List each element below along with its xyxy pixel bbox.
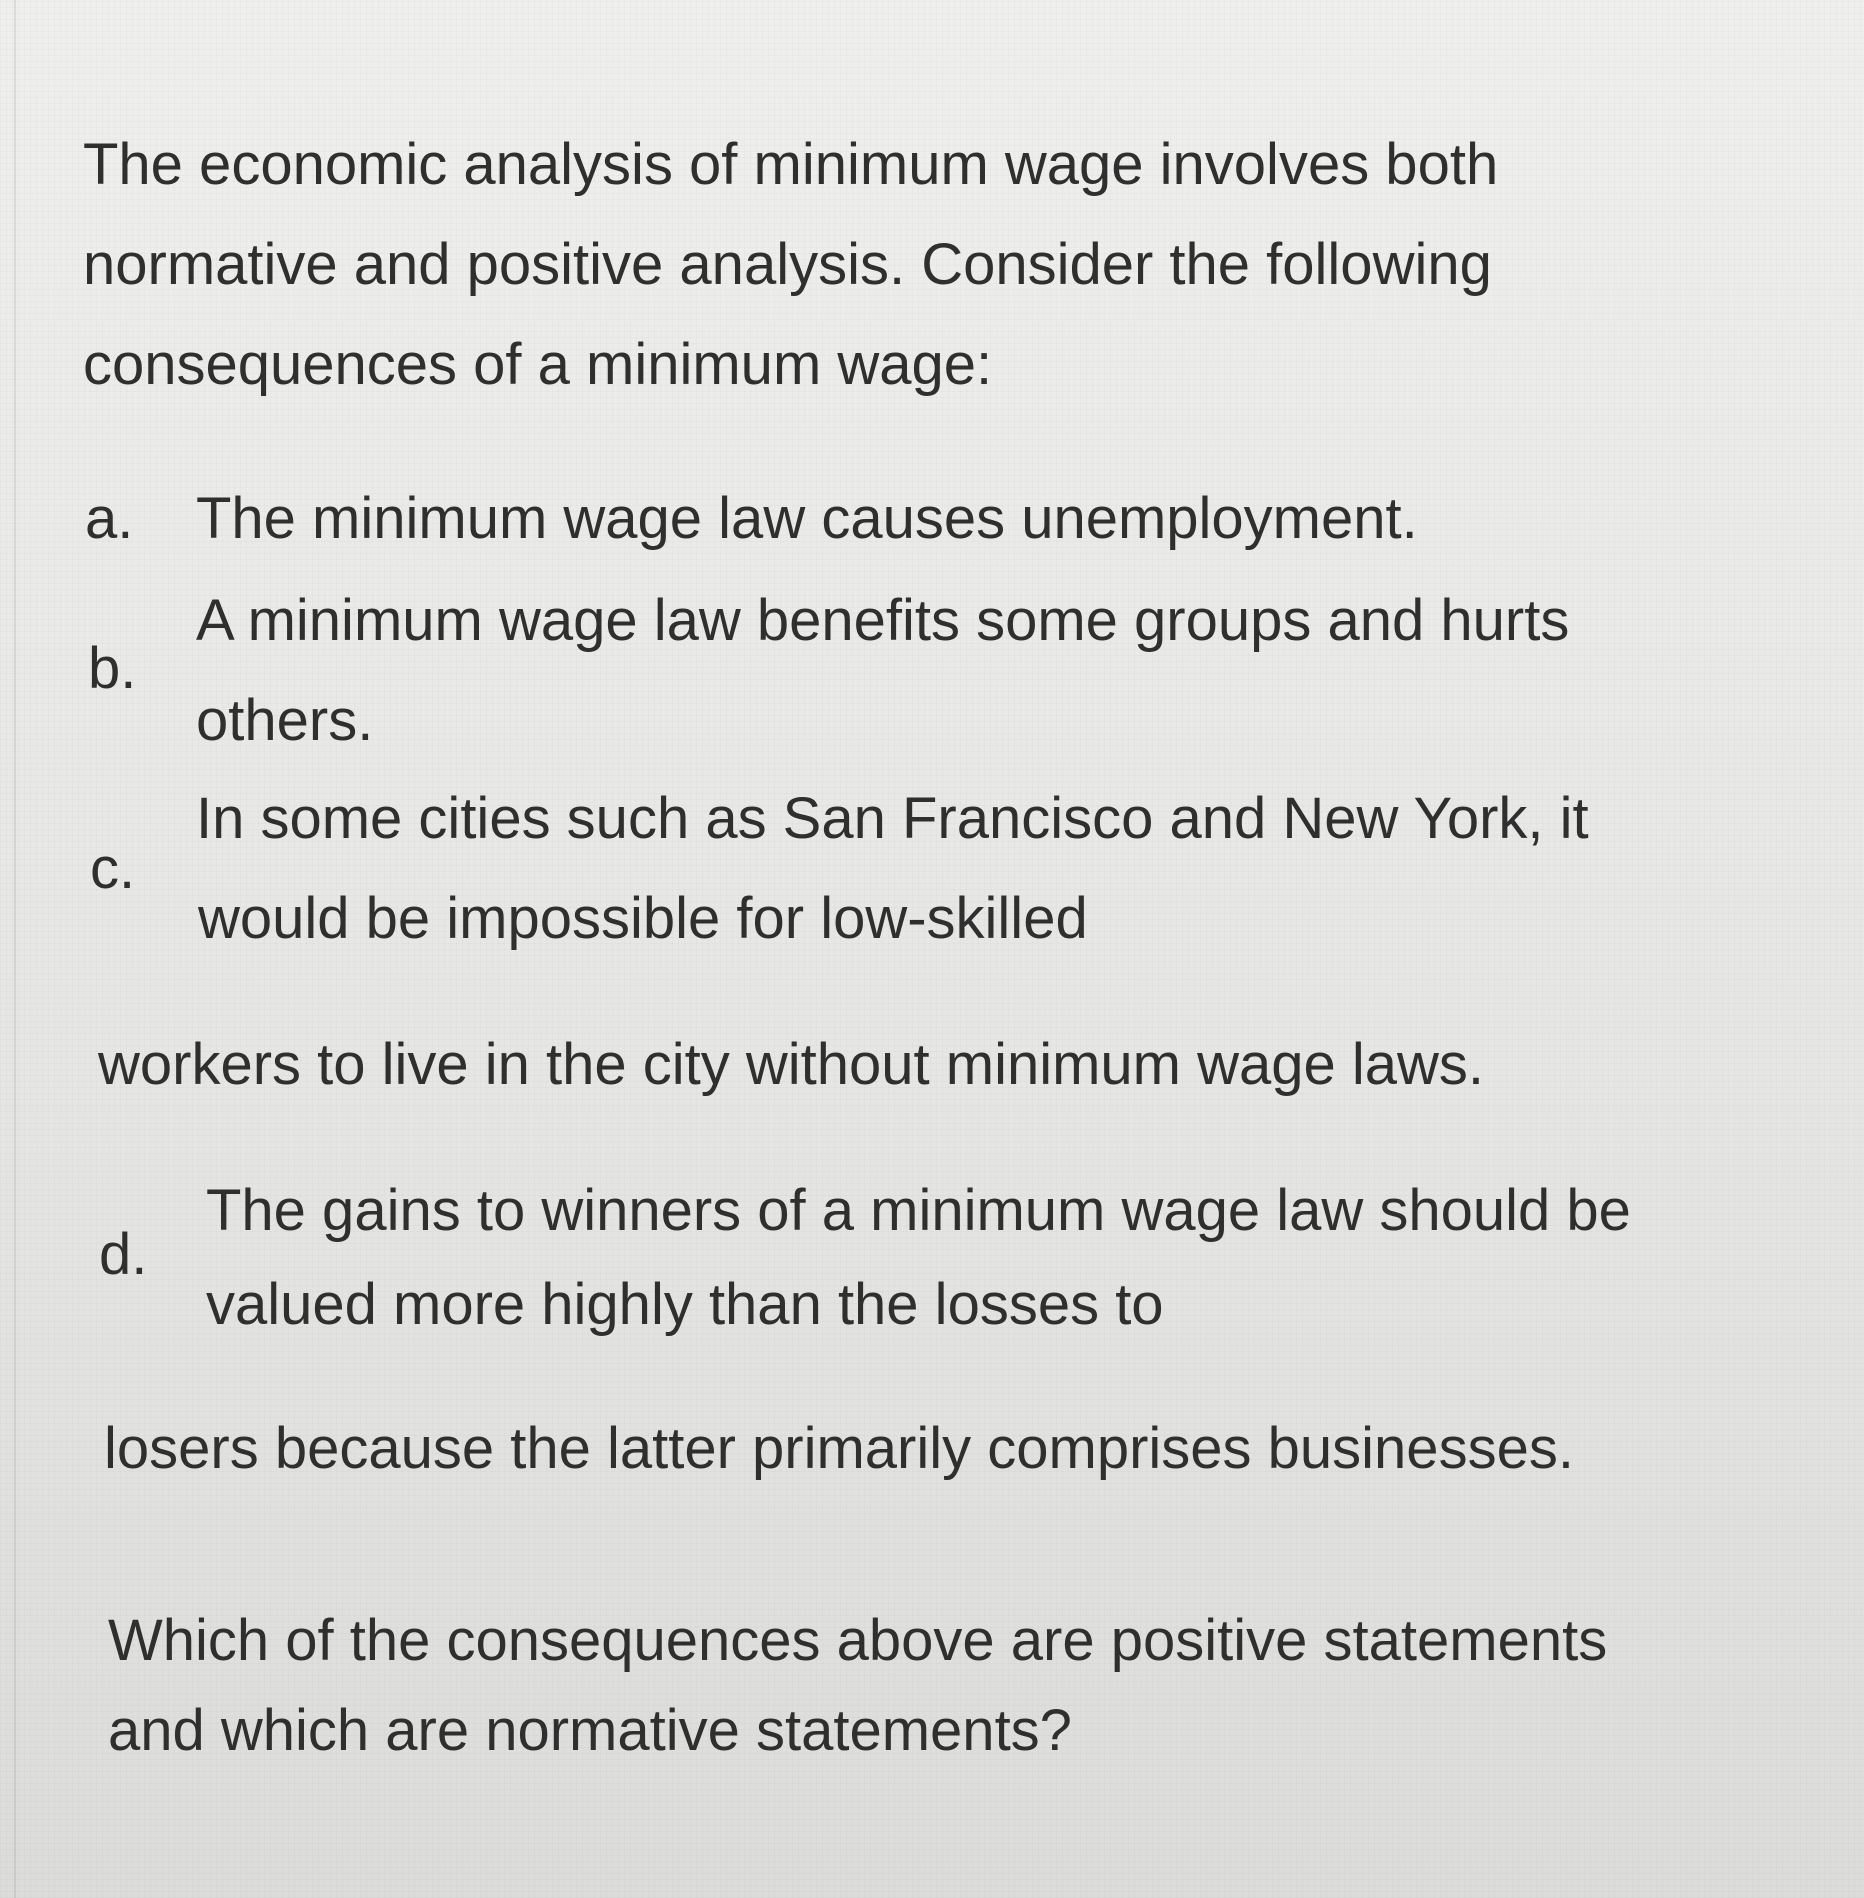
question-line-1: Which of the consequences above are positive statements xyxy=(108,1608,1608,1673)
item-a-text: The minimum wage law causes unemployment. xyxy=(196,486,1418,551)
item-d-text-line-3: losers because the latter primarily comprises businesses. xyxy=(104,1416,1574,1481)
intro-line-3: consequences of a minimum wage: xyxy=(83,332,993,397)
item-c-marker: c. xyxy=(90,836,136,901)
item-d-text-line-1: The gains to winners of a minimum wage law should be xyxy=(206,1178,1631,1243)
page-edge-shadow xyxy=(14,0,16,1898)
item-d-text-line-2: valued more highly than the losses to xyxy=(206,1272,1164,1337)
item-c-text-line-2: would be impossible for low-skilled xyxy=(198,886,1088,951)
item-d-marker: d. xyxy=(99,1222,148,1287)
item-b-text-line-2: others. xyxy=(196,688,374,753)
item-a-marker: a. xyxy=(85,486,134,551)
item-c-text-line-1: In some cities such as San Francisco and New York, it xyxy=(196,786,1589,851)
item-c-text-line-3: workers to live in the city without minimum wage laws. xyxy=(98,1032,1485,1097)
intro-line-1: The economic analysis of minimum wage involves both xyxy=(83,132,1499,197)
intro-line-2: normative and positive analysis. Consider the following xyxy=(83,232,1492,297)
question-line-2: and which are normative statements? xyxy=(108,1698,1072,1763)
item-b-marker: b. xyxy=(88,636,137,701)
item-b-text-line-1: A minimum wage law benefits some groups and hurts xyxy=(196,588,1570,653)
